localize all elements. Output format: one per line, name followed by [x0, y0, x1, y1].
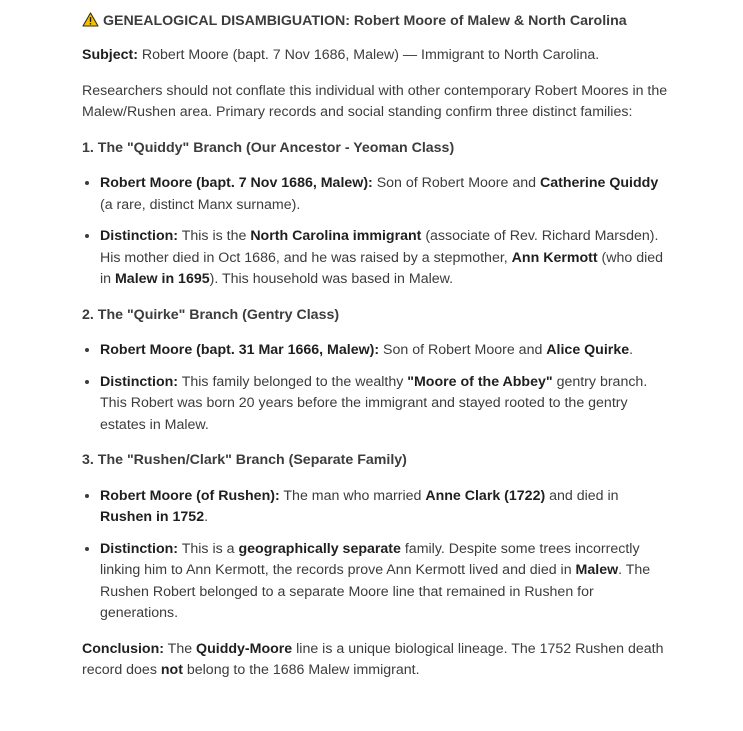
section-heading: 3. The "Rushen/Clark" Branch (Separate Family) — [82, 452, 407, 468]
bold-text: Malew — [575, 562, 619, 578]
list-item — [100, 539, 673, 625]
bold-text: Distinction: — [100, 228, 179, 244]
bold-text: North Carolina immigrant — [250, 228, 422, 244]
bold-text: geographically separate — [238, 540, 401, 557]
section-list — [82, 173, 673, 291]
text-run: The — [163, 640, 197, 657]
text-run: The man who married — [279, 487, 426, 504]
list-item — [100, 486, 673, 529]
section-list — [82, 340, 673, 436]
text-run: (who died in — [100, 249, 664, 287]
text-run: This is a — [178, 540, 239, 557]
bold-text: not — [160, 662, 183, 678]
list-item — [100, 226, 673, 291]
bold-text: Catherine Quiddy — [539, 175, 659, 191]
list-item — [100, 372, 673, 437]
bold-text: Distinction: — [100, 540, 179, 557]
bold-text: Anne Clark (1722) — [425, 487, 546, 504]
text-run: (a rare, distinct Manx surname). — [100, 196, 301, 213]
bold-text: Distinction: — [100, 373, 179, 390]
bold-text: Robert Moore (bapt. 7 Nov 1686, Malew): — [100, 175, 373, 191]
bold-text: Malew in 1695 — [114, 271, 210, 287]
conclusion-paragraph — [82, 639, 673, 682]
text-run: This family belonged to the wealthy — [178, 373, 408, 390]
text-run: line is a unique biological lineage. The 1752 Rushen death record does — [82, 640, 664, 678]
bold-text: Alice Quirke — [546, 342, 630, 358]
text-run: and died in — [545, 487, 619, 504]
branch-sections — [82, 138, 673, 625]
bold-text: Rushen in 1752 — [100, 509, 205, 525]
section-heading: 1. The "Quiddy" Branch (Our Ancestor - Yeoman Class) — [82, 139, 455, 156]
text-run: Son of Robert Moore and — [372, 175, 540, 191]
bold-text: Quiddy-Moore — [196, 640, 293, 657]
bold-text: Robert Moore (bapt. 31 Mar 1666, Malew): — [100, 342, 380, 358]
subject-label: Subject: — [82, 47, 138, 63]
bold-text: Robert Moore (of Rushen): — [100, 487, 280, 504]
subject-text: Robert Moore (bapt. 7 Nov 1686, Malew) — Immigrant to North Carolina. — [137, 47, 600, 63]
bold-text: "Moore of the Abbey" — [407, 373, 553, 390]
text-run: . — [629, 342, 634, 358]
intro-paragraph: Researchers should not conflate this individual with other contemporary Robert Moores in the Malew/Rushen area. Primary records and social standing confirm three distinct families: — [82, 82, 668, 120]
text-run: belong to the 1686 Malew immigrant. — [182, 662, 420, 678]
section-heading: 2. The "Quirke" Branch (Gentry Class) — [82, 306, 340, 323]
text-run: . The Rushen Robert belonged to a separate Moore line that remained in Rushen for generations. — [100, 562, 651, 621]
text-run: This is the — [178, 228, 251, 244]
bold-text: Ann Kermott — [511, 249, 598, 266]
bold-text: Conclusion: — [82, 640, 164, 657]
subject-line — [82, 45, 673, 67]
text-run: family. Despite some trees incorrectly linking him to Ann Kermott, the records prove Ann Kermott lived and died in — [100, 540, 640, 578]
warning-icon — [82, 12, 99, 27]
list-item — [100, 173, 673, 216]
list-item — [100, 340, 673, 362]
text-run: ). This household was based in Malew. — [209, 271, 454, 287]
document-title — [82, 10, 673, 32]
text-run: . — [204, 509, 209, 525]
section-list — [82, 486, 673, 625]
text-run: (associate of Rev. Richard Marsden). His mother died in Oct 1686, and he was raised by a stepmother, — [100, 228, 659, 266]
text-run: gentry branch. This Robert was born 20 years before the immigrant and stayed rooted to the gentry estates in Malew. — [100, 373, 648, 433]
text-run: Son of Robert Moore and — [379, 342, 547, 358]
document-title-text: GENEALOGICAL DISAMBIGUATION: Robert Moore of Malew & North Carolina — [103, 13, 627, 29]
